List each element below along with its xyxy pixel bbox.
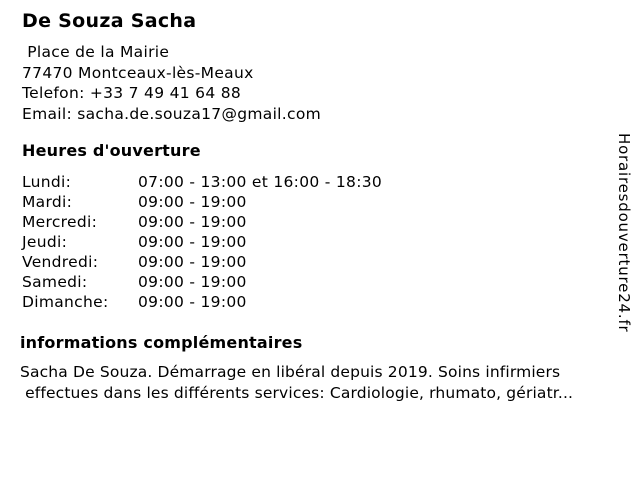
day-label: Samedi: xyxy=(22,273,88,291)
time-value: 09:00 - 19:00 xyxy=(138,213,247,231)
day-label: Jeudi: xyxy=(22,233,68,251)
additional-info-text xyxy=(20,362,573,403)
time-value: 09:00 - 19:00 xyxy=(138,293,247,311)
time-value: 09:00 - 19:00 xyxy=(138,253,247,271)
time-value: 09:00 - 19:00 xyxy=(138,273,247,291)
hours-row-thursday xyxy=(22,232,382,252)
time-value: 09:00 - 19:00 xyxy=(138,193,247,211)
hours-row-wednesday xyxy=(22,212,382,232)
hours-row-tuesday xyxy=(22,192,382,212)
email-line: Email: sacha.de.souza17@gmail.com xyxy=(22,104,322,123)
opening-hours-heading: Heures d'ouverture xyxy=(22,141,201,160)
hours-row-saturday xyxy=(22,272,382,292)
contact-block xyxy=(22,42,321,124)
additional-info-heading: informations complémentaires xyxy=(20,333,303,352)
hours-row-sunday xyxy=(22,292,382,312)
time-value: 09:00 - 19:00 xyxy=(138,233,247,251)
street-address: Place de la Mairie xyxy=(22,43,170,61)
info-line: effectues dans les différents services: Cardiologie, rhumato, gériatr... xyxy=(20,383,574,402)
phone-line: Telefon: +33 7 49 41 64 88 xyxy=(22,84,242,102)
time-value: 07:00 - 13:00 et 16:00 - 18:30 xyxy=(138,173,383,191)
day-label: Vendredi: xyxy=(22,253,99,271)
day-label: Mardi: xyxy=(22,193,73,211)
site-brand-vertical: Horairesdouverture24.fr xyxy=(615,133,633,333)
hours-row-friday xyxy=(22,252,382,272)
city-address: 77470 Montceaux-lès-Meaux xyxy=(22,63,254,82)
day-label: Dimanche: xyxy=(22,293,109,311)
page-title: De Souza Sacha xyxy=(22,10,197,32)
day-label: Lundi: xyxy=(22,173,72,191)
info-line: Sacha De Souza. Démarrage en libéral depuis 2019. Soins infirmiers xyxy=(20,363,561,381)
day-label: Mercredi: xyxy=(22,213,98,231)
opening-hours-table xyxy=(22,172,382,312)
hours-row-monday xyxy=(22,172,382,192)
